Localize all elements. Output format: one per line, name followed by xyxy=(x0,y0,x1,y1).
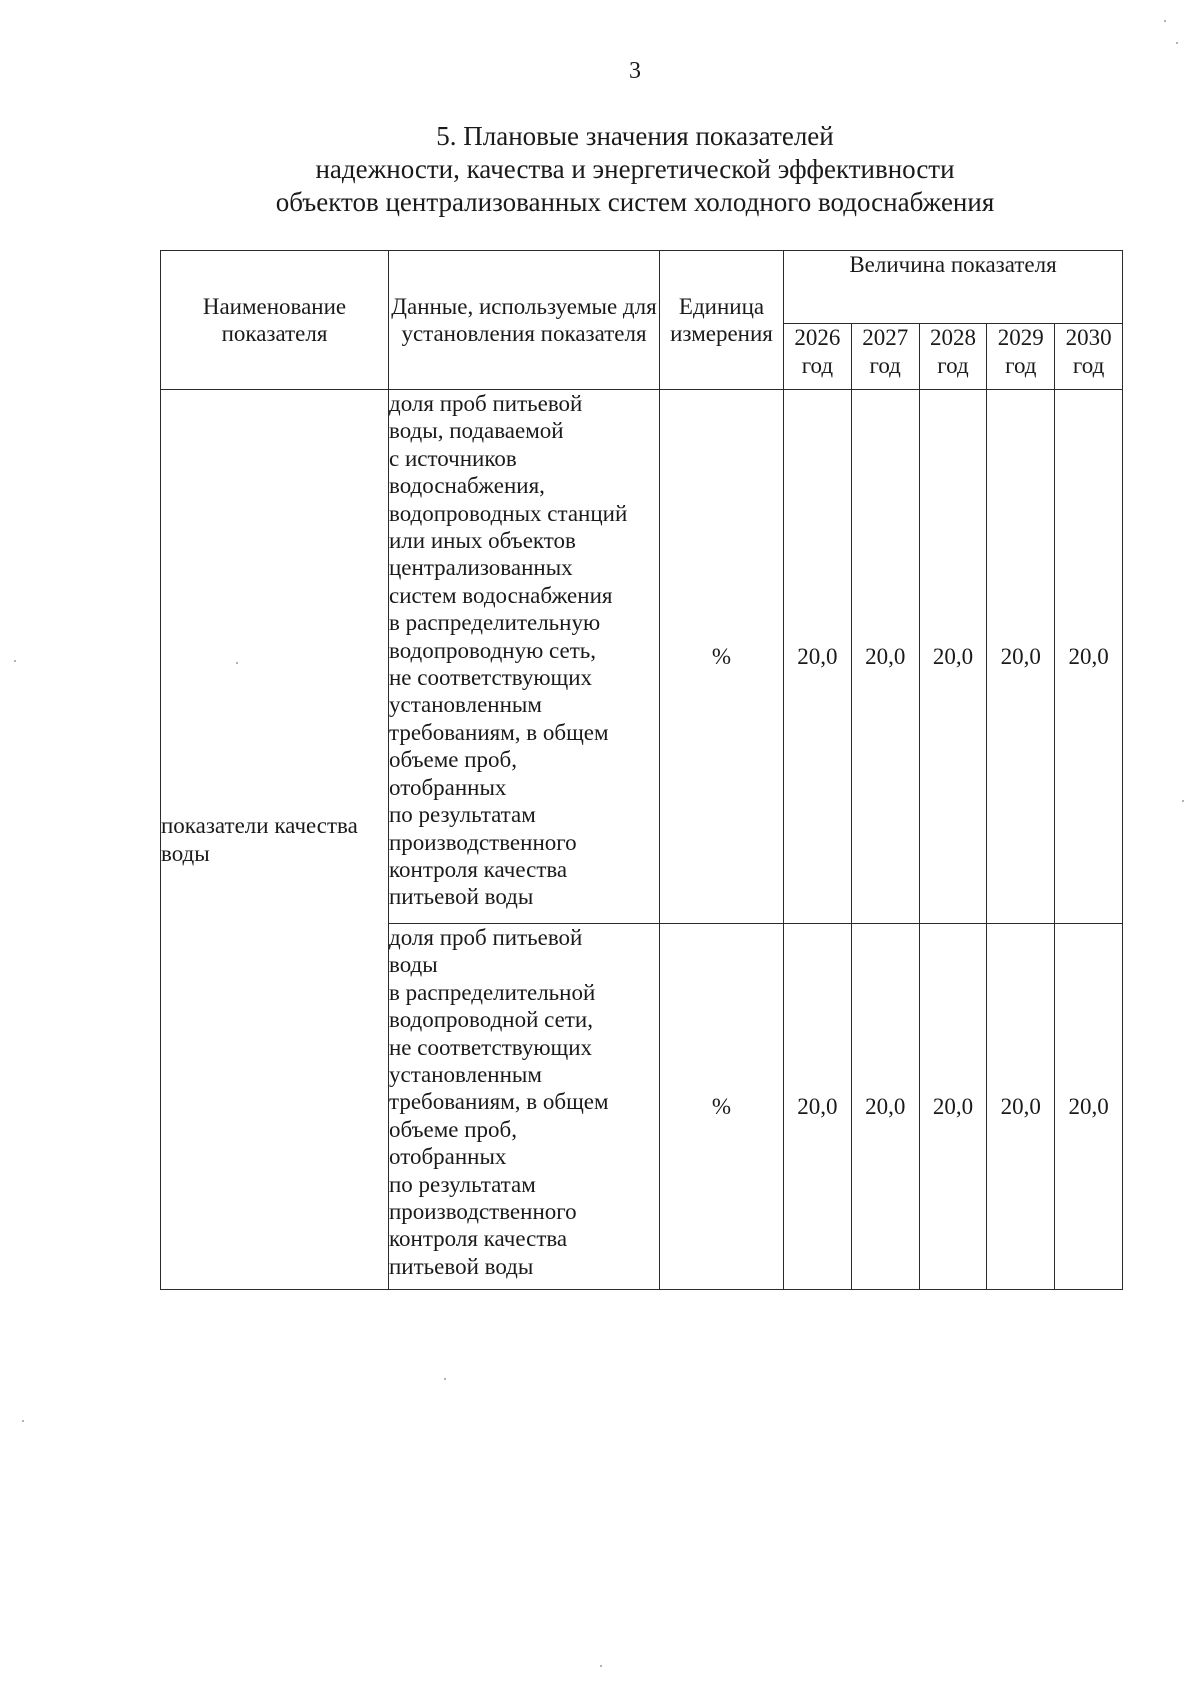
text-line: в распределительной xyxy=(389,979,596,1005)
header-year xyxy=(1055,323,1123,389)
text-line: водопроводной сети, xyxy=(389,1007,593,1033)
text-line: установленным xyxy=(389,1062,542,1088)
header-value-group: Величина показателя xyxy=(784,251,1123,324)
header-year-suffix: год xyxy=(869,352,901,378)
value-cell-2030: 20,0 xyxy=(1055,924,1123,1290)
indicator-name-cell: показатели качества воды xyxy=(161,390,389,1290)
text-line: не соответствующих xyxy=(389,665,593,691)
header-year-number: 2026 xyxy=(794,324,841,350)
text-line: питьевой воды xyxy=(389,884,534,910)
text-line: требованиям, в общем xyxy=(389,719,609,745)
header-year-suffix: год xyxy=(1005,352,1037,378)
source-data-cell xyxy=(389,924,660,1290)
text-line: систем водоснабжения xyxy=(389,582,613,608)
header-year-suffix: год xyxy=(937,352,969,378)
text-line: или иных объектов xyxy=(389,528,576,554)
text-line: отобранных xyxy=(389,1144,507,1170)
text-line: по результатам xyxy=(389,802,536,828)
scan-speck xyxy=(14,660,16,662)
text-line: производственного xyxy=(389,1199,577,1225)
unit-cell: % xyxy=(660,390,784,924)
text-line: установленным xyxy=(389,692,542,718)
header-year xyxy=(919,323,987,389)
text-line: контроля качества xyxy=(389,856,568,882)
value-cell-2027: 20,0 xyxy=(851,390,919,924)
text-line: производственного xyxy=(389,829,577,855)
text-line: водоснабжения, xyxy=(389,473,545,499)
text-line: с источников xyxy=(389,445,517,471)
value-cell-2028: 20,0 xyxy=(919,924,987,1290)
value-cell-2028: 20,0 xyxy=(919,390,987,924)
value-cell-2026: 20,0 xyxy=(784,390,852,924)
text-line: воды, подаваемой xyxy=(389,418,564,444)
header-source-data: Данные, используемые для установления показателя xyxy=(389,251,660,390)
header-year xyxy=(784,323,852,389)
section-title-line: 5. Плановые значения показателей xyxy=(436,121,834,151)
section-title xyxy=(0,120,1200,219)
text-line: в распределительную xyxy=(389,610,601,636)
table-row xyxy=(161,390,1123,924)
header-year xyxy=(851,323,919,389)
value-cell-2029: 20,0 xyxy=(987,390,1055,924)
text-line: по результатам xyxy=(389,1171,536,1197)
header-unit: Единица измерения xyxy=(660,251,784,390)
header-year-number: 2028 xyxy=(929,324,976,350)
header-indicator-name: Наименование показателя xyxy=(161,251,389,390)
value-cell-2030: 20,0 xyxy=(1055,390,1123,924)
value-cell-2029: 20,0 xyxy=(987,924,1055,1290)
scan-speck xyxy=(22,1420,24,1422)
page-number: 3 xyxy=(629,58,641,84)
section-title-line: надежности, качества и энергетической эффективности xyxy=(315,154,955,184)
header-year-number: 2030 xyxy=(1065,324,1112,350)
value-cell-2026: 20,0 xyxy=(784,924,852,1290)
text-line: доля проб питьевой xyxy=(389,391,583,416)
scan-speck xyxy=(1164,20,1166,22)
header-year xyxy=(987,323,1055,389)
header-row xyxy=(161,251,1123,324)
scan-speck xyxy=(1182,800,1184,802)
text-line: централизованных xyxy=(389,555,573,581)
text-line: контроля качества xyxy=(389,1226,568,1252)
text-line: объеме проб, xyxy=(389,1116,518,1142)
source-data-cell xyxy=(389,390,660,924)
text-line: воды xyxy=(389,952,438,978)
text-line: не соответствующих xyxy=(389,1034,593,1060)
scan-speck xyxy=(236,662,238,664)
text-line: водопроводных станций xyxy=(389,500,628,526)
value-cell-2027: 20,0 xyxy=(851,924,919,1290)
text-line: объеме проб, xyxy=(389,747,518,773)
text-line: требованиям, в общем xyxy=(389,1089,609,1115)
scan-speck xyxy=(600,1665,602,1667)
header-year-number: 2027 xyxy=(862,324,909,350)
indicators-table xyxy=(160,250,1123,1290)
text-line: доля проб питьевой xyxy=(389,925,583,950)
header-year-number: 2029 xyxy=(997,324,1044,350)
unit-cell: % xyxy=(660,924,784,1290)
header-year-suffix: год xyxy=(801,352,834,378)
scan-speck xyxy=(444,1378,446,1380)
header-year-suffix: год xyxy=(1072,352,1105,378)
text-line: водопроводную сеть, xyxy=(389,637,597,663)
section-title-line: объектов централизованных систем холодного водоснабжения xyxy=(275,187,995,217)
text-line: питьевой воды xyxy=(389,1253,534,1279)
text-line: отобранных xyxy=(389,774,507,800)
scan-speck xyxy=(1176,42,1178,44)
